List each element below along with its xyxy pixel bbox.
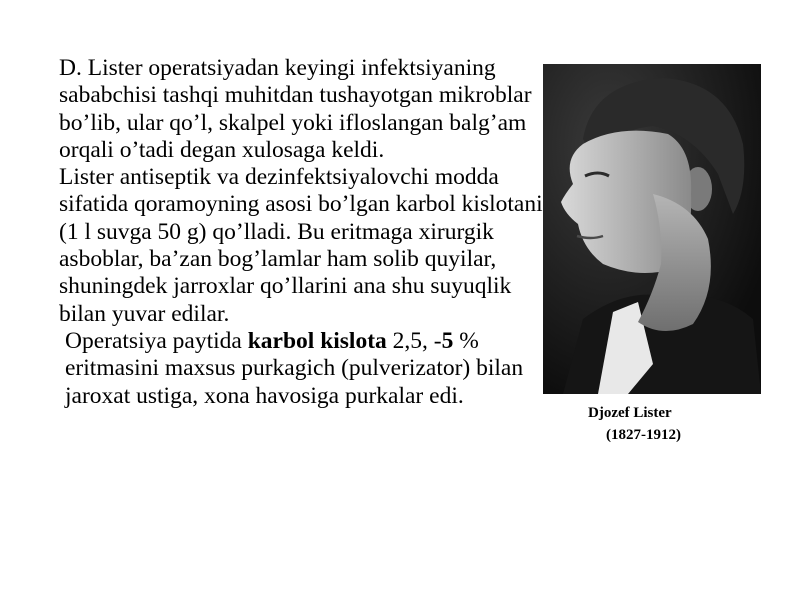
body-text — [23, 55, 548, 410]
paragraph-3-middle: 2,5, - — [386, 327, 442, 354]
portrait-caption — [588, 402, 681, 446]
portrait-illustration — [543, 64, 761, 394]
caption-years: (1827-1912) — [606, 427, 681, 443]
bold-number: 5 — [441, 327, 454, 354]
karbol-kislota-bold: karbol kislota — [247, 327, 387, 354]
paragraph-3 — [23, 328, 548, 410]
caption-name: Djozef Lister — [588, 405, 672, 421]
portrait-photo — [543, 64, 761, 394]
paragraph-1: D. Lister operatsiyadan keyingi infektsiyaning sababchisi tashqi muhitdan tushayotgan mikroblar bo’lib, ular qo’l, skalpel yoki ifloslangan balg’am orqali o’tadi degan xulosaga keldi. — [59, 55, 532, 163]
paragraph-2: Lister antiseptik va dezinfektsiyalovchi modda sifatida qoramoyning asosi bo’lgan karbol kislotani (1 l suvga 50 g) qo’lladi. Bu eritmaga xirurgik asboblar, ba’zan bog’lamlar ham solib quyilar, shuningdek jarroxlar qo’llarini ana shu suyuqlik bilan yuvar edilar. — [59, 164, 543, 327]
paragraph-3-end: % eritmasini maxsus purkagich (pulverizator) bilan jaroxat ustiga, xona havosiga purkalar edi. — [65, 327, 524, 409]
paragraph-3-start: Operatsiya paytida — [65, 327, 248, 354]
